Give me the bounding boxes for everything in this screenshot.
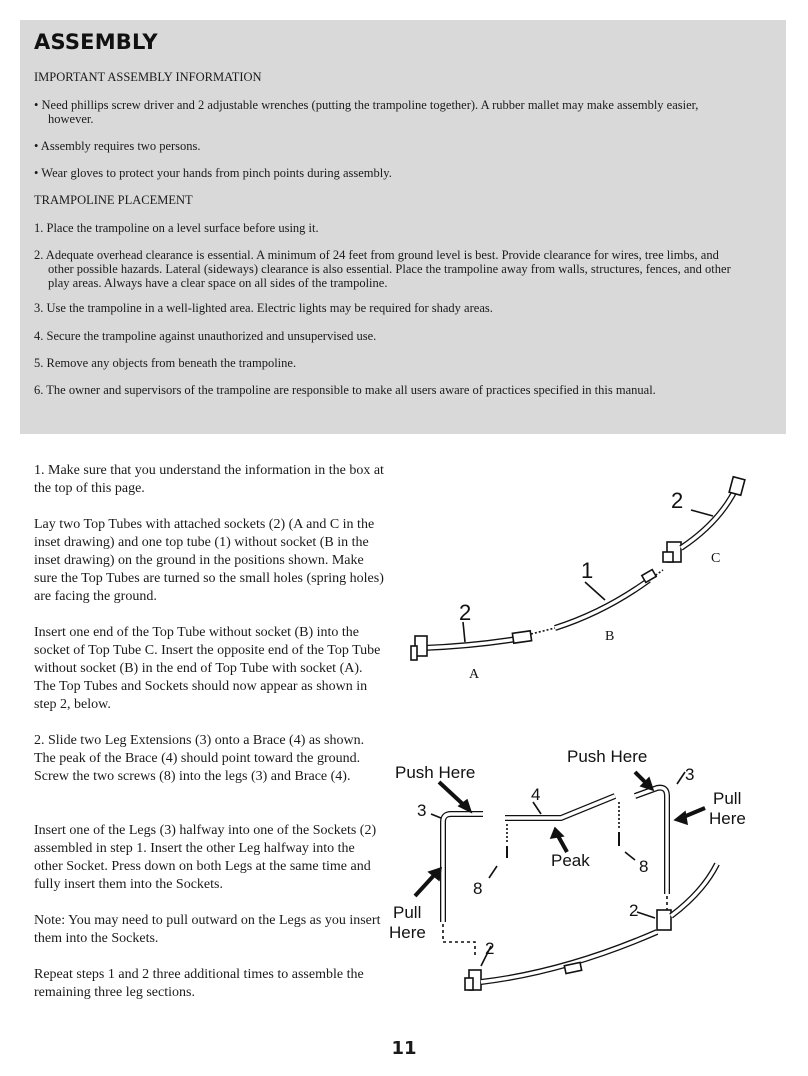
- label-part1: 1: [581, 558, 594, 583]
- instruction-insert-legs: Insert one of the Legs (3) halfway into one of the Sockets (2) assembled in step 1. Insert the other Leg halfway into the other Socket. Press down on both Legs at the same time and fully insert them into the Sockets.: [34, 823, 377, 892]
- placement-heading: TRAMPOLINE PLACEMENT: [34, 193, 193, 207]
- top-tube-b: [555, 580, 649, 628]
- socket-right: [657, 910, 671, 930]
- leg-right: [635, 788, 667, 894]
- placement-item-2: 2. Adequate overhead clearance is essential. A minimum of 24 feet from ground level is best. Provide clearance for wires, tree limbs, and other possible hazards. Lateral (sideways) clearance is also essential. Place the trampoline away from walls, structures, fences, and other play areas. Always have a clear space on all sides of the trampoline.: [34, 248, 731, 290]
- instruction-step2: 2. Slide two Leg Extensions (3) onto a Brace (4) as shown. The peak of the Brace (4) should point toward the ground. Screw the two screws (8) into the legs (3) and Brace (4).: [34, 733, 365, 784]
- bullet-two-persons: • Assembly requires two persons.: [34, 139, 201, 153]
- label-part4: 4: [531, 785, 541, 804]
- placement-item-3: 3. Use the trampoline in a well-lighted area. Electric lights may be required for shady areas.: [34, 301, 493, 315]
- brace: [505, 796, 615, 818]
- instruction-note: Note: You may need to pull outward on the Legs as you insert them into the Sockets.: [34, 913, 381, 946]
- label-letter-b: B: [605, 629, 615, 644]
- page-number: 11: [391, 1038, 417, 1059]
- label-push-here-left: Push Here: [395, 763, 476, 782]
- label-pull-right-1: Pull: [713, 789, 742, 808]
- label-pull-left-1: Pull: [393, 903, 422, 922]
- label-pull-left-2: Here: [389, 923, 426, 942]
- label-peak: Peak: [551, 851, 590, 870]
- label-pull-right-2: Here: [709, 809, 746, 828]
- label-part2-right: 2: [671, 488, 684, 513]
- label-letter-c: C: [711, 551, 721, 566]
- instruction-lay-tubes: Lay two Top Tubes with attached sockets (2) (A and C in the inset drawing) and one top tube (1) without socket (B in the inset drawing) on the ground in the positions shown. Make sure the Top Tubes are turned so the small holes (spring holes) are facing the ground.: [34, 517, 384, 604]
- label-part2-right: 2: [629, 901, 639, 920]
- bullet-gloves: • Wear gloves to protect your hands from pinch points during assembly.: [34, 166, 392, 180]
- instruction-insert-tube: Insert one end of the Top Tube without socket (B) into the socket of Top Tube C. Insert the opposite end of the Top Tube without socket (B) in the end of Top Tube with socket (A). The Top Tubes and Sockets should now appear as shown in step 2, below.: [34, 625, 381, 712]
- label-part2-bottom: 2: [485, 939, 495, 958]
- label-part8-right: 8: [639, 857, 649, 876]
- label-part3-right: 3: [685, 765, 695, 784]
- placement-item-5: 5. Remove any objects from beneath the trampoline.: [34, 356, 297, 370]
- placement-item-4: 4. Secure the trampoline against unauthorized and unsupervised use.: [34, 329, 377, 343]
- instruction-repeat: Repeat steps 1 and 2 three additional times to assemble the remaining three leg sections.: [34, 967, 364, 1000]
- label-letter-a: A: [469, 667, 480, 682]
- label-part8-left: 8: [473, 879, 483, 898]
- figure-legs-brace: [385, 742, 785, 1012]
- placement-item-6: 6. The owner and supervisors of the trampoline are responsible to make all users aware of practices specified in this manual.: [34, 383, 656, 397]
- leg-left: [443, 814, 483, 860]
- placement-item-1: 1. Place the trampoline on a level surface before using it.: [34, 221, 319, 235]
- instruction-step1: 1. Make sure that you understand the information in the box at the top of this page.: [34, 463, 384, 496]
- label-part2-left: 2: [459, 600, 472, 625]
- bullet-tools: • Need phillips screw driver and 2 adjustable wrenches (putting the trampoline together). A rubber mallet may make assembly easier, however.: [34, 98, 699, 126]
- important-info-heading: IMPORTANT ASSEMBLY INFORMATION: [34, 70, 262, 84]
- important-info-box: [20, 20, 786, 434]
- label-part3-left: 3: [417, 801, 427, 820]
- page-title: ASSEMBLY: [34, 30, 158, 54]
- label-push-here-right: Push Here: [567, 747, 648, 766]
- figure-top-tubes: [405, 470, 785, 700]
- top-tube-bottom: [481, 932, 657, 982]
